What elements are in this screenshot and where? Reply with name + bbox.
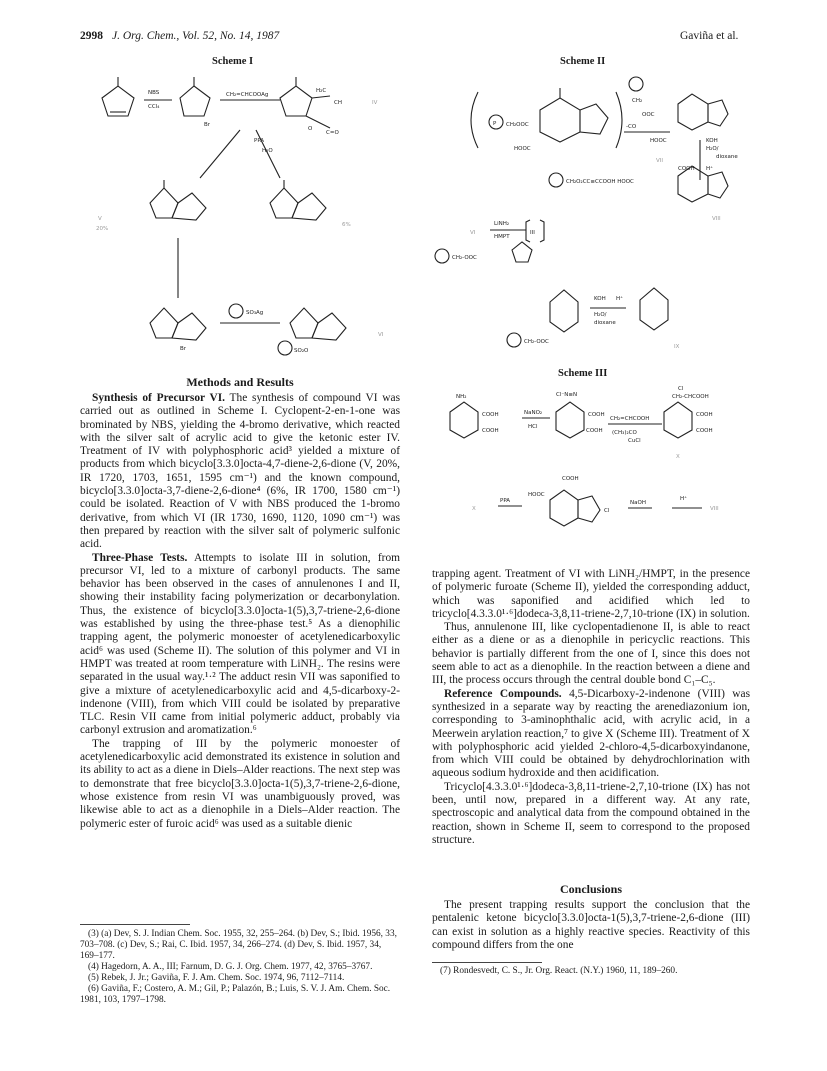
left-text-column: [80, 392, 400, 831]
scheme-3-label: X: [472, 506, 476, 512]
scheme-1-label: CH₂=CHCOOAg: [226, 92, 269, 98]
scheme-2-title: Scheme II: [560, 56, 606, 67]
footnote-rule-right: [432, 962, 542, 963]
scheme-3-label: COOH: [586, 428, 603, 434]
scheme-2-label: H⁺: [616, 296, 624, 302]
scheme-2-label: -CO: [626, 124, 637, 130]
footnote-rule-left: [80, 924, 190, 925]
paragraph-synthesis: [80, 392, 400, 552]
footnote: (6) Gaviña, F.; Costero, A. M.; Gil, P.; Palazón, B.; Luis, S. V. J. Am. Chem. Soc. 1981, 103, 1797–1798.: [80, 984, 391, 1005]
scheme-1-label: O: [308, 126, 313, 132]
scheme-2-label: H₂O/: [594, 312, 607, 318]
scheme-3-label: COOH: [588, 412, 605, 418]
scheme-3-label: X: [676, 454, 680, 460]
scheme-2-label: dioxane: [716, 154, 738, 160]
scheme-1-figure: [80, 68, 420, 378]
scheme-3-title: Scheme III: [558, 368, 608, 379]
conclusions-text: [432, 899, 750, 952]
scheme-2-label: P: [493, 121, 497, 127]
scheme-3-label: PPA: [500, 498, 511, 504]
scheme-1-label: NBS: [148, 90, 160, 96]
scheme-2-label: HMPT: [494, 234, 510, 240]
page-number: 2998: [80, 30, 103, 42]
paragraph-reference-compounds: [432, 688, 750, 781]
paragraph-heading: Synthesis of Precursor VI.: [92, 392, 225, 404]
scheme-1-label: C=O: [326, 130, 339, 136]
scheme-2-label: H₂O/: [706, 146, 719, 152]
scheme-2-label: HOOC: [650, 138, 667, 144]
scheme-2-label: KOH: [706, 138, 718, 144]
scheme-1-title: Scheme I: [212, 56, 254, 67]
scheme-1-label: CH: [334, 100, 342, 106]
scheme-2-label: H⁺: [706, 166, 714, 172]
scheme-2-label: VIII: [712, 216, 721, 222]
scheme-3-label: CH₂-CHCOOH: [672, 394, 709, 400]
scheme-1-label: 20%: [96, 226, 109, 232]
scheme-2-label: OOC: [642, 112, 655, 118]
scheme-3-label: HOOC: [528, 492, 545, 498]
scheme-3-label: CuCl: [628, 438, 641, 444]
scheme-1-label: Br: [204, 122, 211, 128]
section-title-conclusions: Conclusions: [559, 882, 623, 896]
paragraph-heading: Three-Phase Tests.: [92, 551, 188, 564]
scheme-3-label: NH₂: [456, 394, 467, 400]
running-authors: Gaviña et al.: [680, 30, 739, 42]
scheme-1-label: Br: [180, 346, 187, 352]
scheme-1-label: H₂C: [316, 88, 327, 94]
paragraph-text: The synthesis of compound VI was carried out as outlined in Scheme I. Cyclopent-2-en-1-one was brominated by NBS, yielding the 4-bromo derivative, which reacted with the silver salt of acrylic acid to give the ketonic ester IV. Treatment of IV with polyphosphoric acid³ yielded a mixture of products from which bicyclo[3.3.0]octa-4,7-diene-2,6-dione (V, 20%, IR 1720, 1703, 1651, 1595 cm⁻¹) and the known compound, bicyclo[3.3.0]octa-3,7-diene-2,6-dione⁴ (6%, IR 1700, 1580 cm⁻¹) could be isolated. Reaction of V with NBS produced the 1-bromo derivative, from which VI (IR 1730, 1690, 1120, 1090 cm⁻¹) was then prepared by reaction with the silver salt of polymeric sulfonic acid.: [80, 392, 400, 551]
scheme-1-label: SO₂O: [294, 348, 309, 354]
paragraph-three-phase: [80, 552, 400, 738]
scheme-2-label: COOH: [678, 166, 695, 172]
scheme-3-label: COOH: [482, 412, 499, 418]
scheme-2-label: VII: [656, 158, 664, 164]
scheme-3-label: VIII: [710, 506, 719, 512]
scheme-2-figure: [430, 70, 750, 360]
scheme-3-label: CH₂=CHCOOH: [610, 416, 650, 422]
scheme-3-label: HCl: [528, 424, 538, 430]
scheme-3-figure: [432, 386, 752, 536]
scheme-2-label: dioxane: [594, 320, 616, 326]
scheme-3-label: COOH: [482, 428, 499, 434]
journal-citation: J. Org. Chem., Vol. 52, No. 14, 1987: [112, 30, 280, 42]
paragraph-text: Attempts to isolate III in solution, from precursor VI, led to a mixture of carbonyl products. The same behavior has been observed in the cases of annulenones I and II, showing their instability facing polymerization or decarbonylation. Thus, the existence of bicyclo[3.3.0]octa-1(5),3,7-triene-2,6-dione was established by using the three-phase test.⁵ As a dienophilic trapping agent, the polymeric monoester of acetylenedicarboxylic acid⁶ was used (Scheme II). The solution of this polymer and VI in HMPT was treated at room temperature with LiNH₂. The resins were separated in the usual way.¹·² The adduct resin VII was saponified to give a mixture of acetylenedicarboxylic acid and 4,5-dicarboxy-2-indenone (VIII), from which VIII could be isolated by preparative TLC. Resin VII came from initial polymeric adduct, probably via carbonyl extrusion and aromatization.⁶: [80, 551, 400, 737]
scheme-1-label: CCl₄: [148, 104, 160, 110]
scheme-3-label: H⁺: [680, 496, 688, 502]
scheme-3-label: COOH: [562, 476, 579, 482]
right-footnote: [432, 966, 750, 977]
scheme-2-label: CH₂O₂CC≡CCOOH HOOC: [566, 179, 634, 185]
scheme-2-label: CH₂: [632, 98, 643, 104]
scheme-2-label: CH₂-OOC: [452, 255, 477, 261]
scheme-1-label: PPA: [254, 138, 265, 144]
scheme-1-label: H₂O: [262, 148, 273, 154]
scheme-3-label: Cl: [678, 386, 684, 392]
scheme-2-label: HOOC: [514, 146, 531, 152]
paragraph-text: 4,5-Dicarboxy-2-indenone (VIII) was synthesized in a separate way by reacting the arenediazonium ion, corresponding to 3-aminophthalic acid, with acrylic acid, in a Meerwein arylation reaction,⁷ to give X (Scheme III). Treatment of X with polyphosphoric acid yielded 2-chloro-4,5-dicarboxyindanone, from which VIII could be obtained by dehydrochlorination with aqueous sodium hydroxide and then acidification.: [432, 687, 751, 780]
scheme-2-label: III: [530, 230, 535, 236]
scheme-2-label: IX: [674, 344, 680, 350]
scheme-3-label: COOH: [696, 412, 713, 418]
right-text-column: [432, 568, 750, 847]
scheme-3-label: NaNO₂: [524, 410, 543, 416]
scheme-1-label: 6%: [342, 222, 351, 228]
scheme-2-label: VI: [470, 230, 476, 236]
paragraph-tricyclo: Tricyclo[4.3.3.0¹·⁶]dodeca-3,8,11-triene-2,7,10-trione (IX) has not been, until now, prepared in a different way. At any rate, spectroscopic and analytical data from the compound obtained in the reaction, shown in Scheme II, seem to correspond to the proposed structure.: [432, 780, 750, 846]
paragraph-conclusions: The present trapping results support the conclusion that the pentalenic ketone bicyclo[3.3.0]octa-1(5),3,7-triene-2,6-dione (III) can exist in solution as a highly reactive species. Reactivity of this compound differs from the one: [432, 899, 750, 951]
footnote: (4) Hagedorn, A. A., III; Farnum, D. G. J. Org. Chem. 1977, 42, 3765–3767.: [88, 962, 373, 972]
scheme-1-label: VI: [378, 332, 384, 338]
scheme-2-label: LiNH₂: [494, 221, 510, 227]
paragraph-trapping-cont: trapping agent. Treatment of VI with LiNH₂/HMPT, in the presence of polymeric furoate (Scheme II), yielded the corresponding adduct, which was saponified and acidified which led to tricyclo[4.3.3.0¹·⁶]dodeca-3,8,11-triene-2,7,10-trione (IX) in solution.: [432, 568, 750, 620]
scheme-1-label: IV: [372, 100, 378, 106]
scheme-2-label: KOH: [594, 296, 606, 302]
footnote: (3) (a) Dev, S. J. Indian Chem. Soc. 1955, 32, 255–264. (b) Dev, S.; Ibid. 1956, 33, 703–708. (c) Dev, S.; Rai, C. Ibid. 1957, 34, 266–274. (d) Dev, S. Ibid. 1957, 34, 169–177.: [80, 929, 397, 961]
scheme-3-label: COOH: [696, 428, 713, 434]
section-title-methods: Methods and Results: [186, 375, 294, 389]
scheme-2-label: CH₂OOC: [506, 122, 529, 128]
scheme-3-label: Cl: [604, 508, 610, 514]
scheme-1-label: V: [98, 216, 102, 222]
scheme-1-label: SO₃Ag: [246, 310, 264, 316]
scheme-3-label: NaOH: [630, 500, 646, 506]
scheme-2-label: CH₂-OOC: [524, 339, 549, 345]
left-footnotes: [80, 929, 400, 1006]
paragraph-heading: Reference Compounds.: [444, 687, 562, 700]
footnote: (5) Rebek, J. Jr.; Gaviña, F. J. Am. Chem. Soc. 1974, 96, 7112–7114.: [88, 973, 345, 983]
paragraph-trapping: The trapping of III by the polymeric monoester of acetylenedicarboxylic acid demonstrated its existence in solution and its ability to act as a diene in Diels–Alder reactions. The next step was to demonstrate that free bicyclo[3.3.0]octa-1(5),3,7-triene-2,6-dione, whose existence from resin VI was unambiguously proved, was likewise able to act as a dienophile in a Diels–Alder reaction. The polymeric ester of furoic acid⁶ was used as a suitable dienic: [80, 737, 400, 830]
scheme-3-label: (CH₃)₂CO: [612, 430, 637, 436]
scheme-3-label: Cl⁻N≡N: [556, 392, 578, 398]
paragraph-annulenone: Thus, annulenone III, like cyclopentadienone II, is able to react either as a diene or as a dienophile in pericyclic reactions. This behavior is partially different from the one of I, since this does not seem able to act as a dienophile. In the reaction between a diene and III, the process occurs through the central double bond C₁–C₅.: [432, 621, 750, 687]
footnote: (7) Rondesvedt, C. S., Jr. Org. React. (N.Y.) 1960, 11, 189–260.: [440, 966, 678, 976]
